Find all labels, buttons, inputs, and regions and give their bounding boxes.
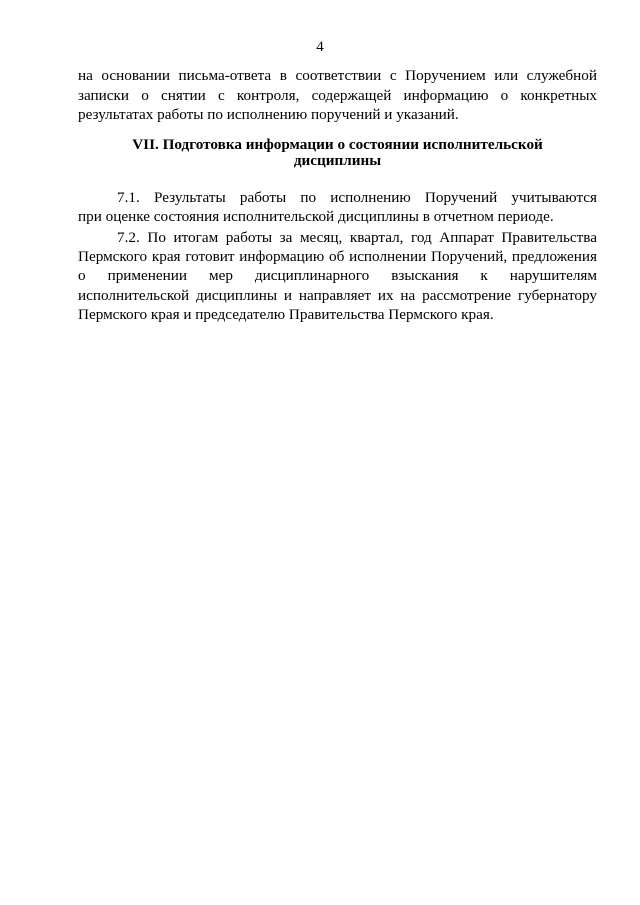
section-title-line-2: дисциплины [293,152,382,169]
paragraph-7-1-line-1: 7.1. Результаты работы по исполнению Поручений учитываются [117,189,597,206]
paragraph-7-2-line-1: 7.2. По итогам работы за месяц, квартал, год Аппарат Правительства [117,229,597,246]
section-title-line-1: VII. Подготовка информации о состоянии исполнительской [132,136,543,153]
page-number: 4 [316,39,324,55]
intro-line-3: результатах работы по исполнению поручений и указаний. [78,106,459,123]
paragraph-7-2-line-5: Пермского края и председателю Правительства Пермского края. [78,306,494,323]
paragraph-7-1-line-2: при оценке состояния исполнительской дисциплины в отчетном периоде. [78,208,554,225]
paragraph-7-2-line-2: Пермского края готовит информацию об исполнении Поручений, предложения [78,248,597,265]
paragraph-7-2-line-4: исполнительской дисциплины и направляет их на рассмотрение губернатору [78,287,597,304]
intro-line-2: записки о снятии с контроля, содержащей информацию о конкретных [78,87,597,104]
paragraph-7-2-line-3: о применении мер дисциплинарного взыскания к нарушителям [78,267,597,284]
intro-line-1: на основании письма-ответа в соответствии с Поручением или служебной [78,67,597,84]
